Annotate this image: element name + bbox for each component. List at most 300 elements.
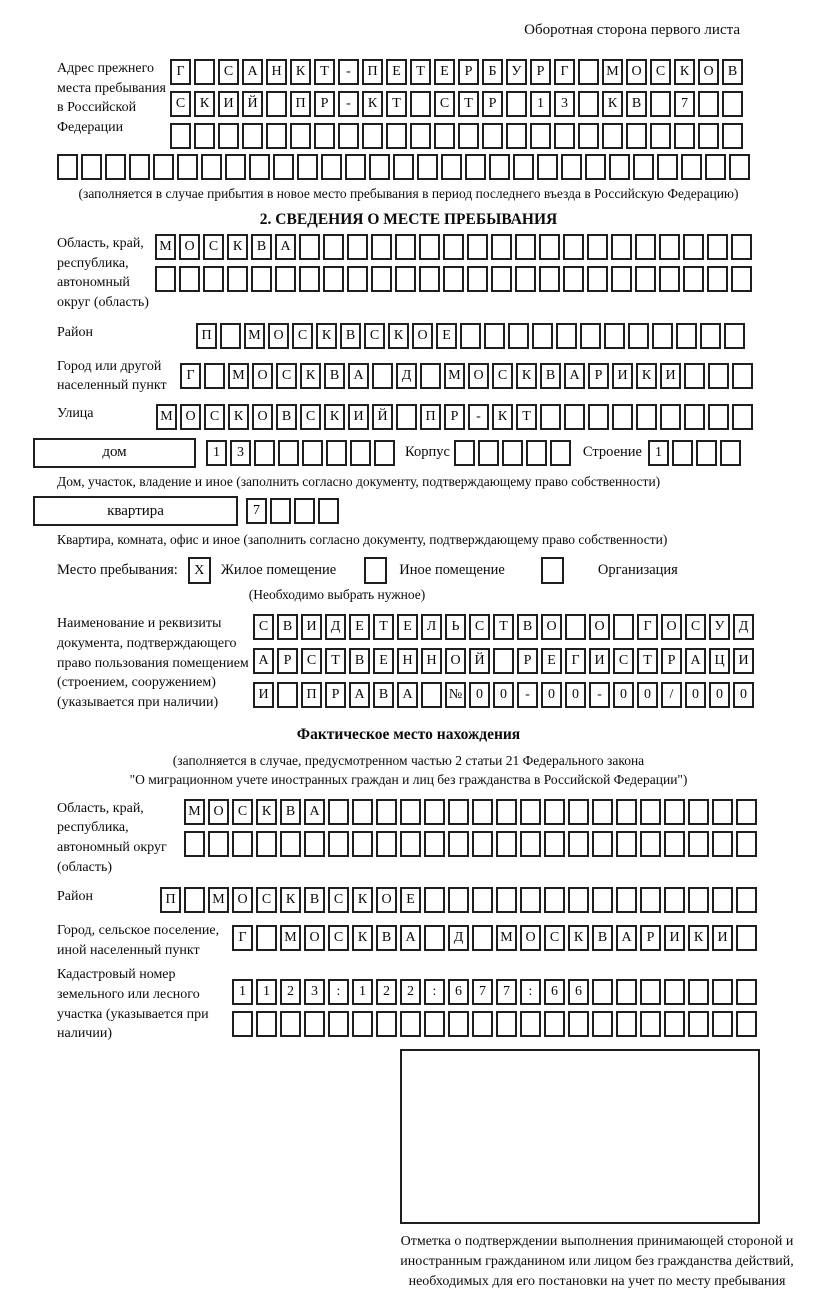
char-cell[interactable]: Р: [482, 91, 503, 117]
char-cell[interactable]: [338, 123, 359, 149]
char-cell[interactable]: И: [348, 404, 369, 430]
char-cell[interactable]: [434, 123, 455, 149]
char-cell[interactable]: [232, 831, 253, 857]
char-cell[interactable]: 0: [493, 682, 514, 708]
char-cell[interactable]: Н: [397, 648, 418, 674]
char-cell[interactable]: К: [324, 404, 345, 430]
char-cell[interactable]: И: [712, 925, 733, 951]
char-cell[interactable]: [688, 1011, 709, 1037]
char-cell[interactable]: 1: [256, 979, 277, 1005]
char-cell[interactable]: [705, 154, 726, 180]
char-cell[interactable]: О: [520, 925, 541, 951]
char-cell[interactable]: [273, 154, 294, 180]
char-cell[interactable]: Е: [434, 59, 455, 85]
char-cell[interactable]: [626, 123, 647, 149]
char-cell[interactable]: [556, 323, 577, 349]
char-cell[interactable]: 0: [469, 682, 490, 708]
char-cell[interactable]: [421, 682, 442, 708]
residential-checkbox[interactable]: X: [188, 557, 211, 584]
char-cell[interactable]: [448, 887, 469, 913]
char-cell[interactable]: М: [496, 925, 517, 951]
char-cell[interactable]: 7: [496, 979, 517, 1005]
char-cell[interactable]: [592, 799, 613, 825]
char-cell[interactable]: Н: [421, 648, 442, 674]
char-cell[interactable]: [530, 123, 551, 149]
char-cell[interactable]: Г: [554, 59, 575, 85]
char-cell[interactable]: С: [170, 91, 191, 117]
char-cell[interactable]: [345, 154, 366, 180]
char-cell[interactable]: И: [218, 91, 239, 117]
char-cell[interactable]: О: [304, 925, 325, 951]
char-cell[interactable]: [278, 440, 299, 466]
char-cell[interactable]: 1: [232, 979, 253, 1005]
char-cell[interactable]: А: [397, 682, 418, 708]
char-cell[interactable]: Р: [661, 648, 682, 674]
char-cell[interactable]: [736, 887, 757, 913]
char-cell[interactable]: С: [300, 404, 321, 430]
char-cell[interactable]: [472, 831, 493, 857]
char-cell[interactable]: К: [674, 59, 695, 85]
char-cell[interactable]: В: [517, 614, 538, 640]
char-cell[interactable]: [707, 266, 728, 292]
char-cell[interactable]: [280, 1011, 301, 1037]
char-cell[interactable]: [105, 154, 126, 180]
char-cell[interactable]: [683, 266, 704, 292]
char-cell[interactable]: 0: [733, 682, 754, 708]
char-cell[interactable]: Р: [277, 648, 298, 674]
char-cell[interactable]: [465, 154, 486, 180]
char-cell[interactable]: И: [664, 925, 685, 951]
char-cell[interactable]: [458, 123, 479, 149]
char-cell[interactable]: О: [268, 323, 289, 349]
char-cell[interactable]: [227, 266, 248, 292]
char-cell[interactable]: П: [196, 323, 217, 349]
char-cell[interactable]: К: [194, 91, 215, 117]
char-cell[interactable]: Р: [517, 648, 538, 674]
char-cell[interactable]: [660, 404, 681, 430]
char-cell[interactable]: [419, 234, 440, 260]
char-cell[interactable]: [640, 887, 661, 913]
char-cell[interactable]: [177, 154, 198, 180]
char-cell[interactable]: [266, 123, 287, 149]
char-cell[interactable]: К: [316, 323, 337, 349]
char-cell[interactable]: Т: [410, 59, 431, 85]
char-cell[interactable]: Р: [314, 91, 335, 117]
char-cell[interactable]: [270, 498, 291, 524]
char-cell[interactable]: Г: [170, 59, 191, 85]
char-cell[interactable]: К: [280, 887, 301, 913]
char-cell[interactable]: [564, 404, 585, 430]
char-cell[interactable]: Е: [436, 323, 457, 349]
char-cell[interactable]: [254, 440, 275, 466]
char-cell[interactable]: [578, 123, 599, 149]
char-cell[interactable]: [350, 440, 371, 466]
char-cell[interactable]: [729, 154, 750, 180]
char-cell[interactable]: [266, 91, 287, 117]
char-cell[interactable]: Й: [242, 91, 263, 117]
char-cell[interactable]: [424, 831, 445, 857]
char-cell[interactable]: [578, 91, 599, 117]
char-cell[interactable]: [443, 266, 464, 292]
char-cell[interactable]: В: [540, 363, 561, 389]
char-cell[interactable]: [502, 440, 523, 466]
char-cell[interactable]: К: [636, 363, 657, 389]
char-cell[interactable]: С: [364, 323, 385, 349]
char-cell[interactable]: С: [492, 363, 513, 389]
char-cell[interactable]: [304, 831, 325, 857]
char-cell[interactable]: 1: [648, 440, 669, 466]
char-cell[interactable]: [179, 266, 200, 292]
char-cell[interactable]: [297, 154, 318, 180]
char-cell[interactable]: А: [349, 682, 370, 708]
char-cell[interactable]: [280, 831, 301, 857]
char-cell[interactable]: 1: [206, 440, 227, 466]
char-cell[interactable]: [684, 363, 705, 389]
char-cell[interactable]: С: [301, 648, 322, 674]
char-cell[interactable]: [256, 925, 277, 951]
char-cell[interactable]: П: [420, 404, 441, 430]
char-cell[interactable]: [170, 123, 191, 149]
char-cell[interactable]: [506, 123, 527, 149]
char-cell[interactable]: У: [506, 59, 527, 85]
char-cell[interactable]: 2: [376, 979, 397, 1005]
char-cell[interactable]: [220, 323, 241, 349]
char-cell[interactable]: [544, 1011, 565, 1037]
char-cell[interactable]: С: [469, 614, 490, 640]
char-cell[interactable]: [482, 123, 503, 149]
char-cell[interactable]: О: [180, 404, 201, 430]
char-cell[interactable]: [81, 154, 102, 180]
char-cell[interactable]: [321, 154, 342, 180]
char-cell[interactable]: А: [304, 799, 325, 825]
char-cell[interactable]: [318, 498, 339, 524]
char-cell[interactable]: [616, 979, 637, 1005]
char-cell[interactable]: 2: [400, 979, 421, 1005]
char-cell[interactable]: [232, 1011, 253, 1037]
char-cell[interactable]: [314, 123, 335, 149]
char-cell[interactable]: [155, 266, 176, 292]
char-cell[interactable]: [472, 925, 493, 951]
char-cell[interactable]: А: [242, 59, 263, 85]
char-cell[interactable]: [628, 323, 649, 349]
char-cell[interactable]: [417, 154, 438, 180]
char-cell[interactable]: [722, 123, 743, 149]
char-cell[interactable]: [640, 799, 661, 825]
char-cell[interactable]: [592, 1011, 613, 1037]
char-cell[interactable]: [736, 831, 757, 857]
char-cell[interactable]: В: [626, 91, 647, 117]
char-cell[interactable]: [616, 887, 637, 913]
char-cell[interactable]: Т: [637, 648, 658, 674]
char-cell[interactable]: [640, 831, 661, 857]
char-cell[interactable]: С: [253, 614, 274, 640]
char-cell[interactable]: К: [388, 323, 409, 349]
char-cell[interactable]: [496, 799, 517, 825]
char-cell[interactable]: Е: [349, 614, 370, 640]
char-cell[interactable]: К: [227, 234, 248, 260]
char-cell[interactable]: -: [338, 59, 359, 85]
char-cell[interactable]: [657, 154, 678, 180]
char-cell[interactable]: Й: [372, 404, 393, 430]
char-cell[interactable]: М: [228, 363, 249, 389]
char-cell[interactable]: О: [252, 363, 273, 389]
char-cell[interactable]: Е: [541, 648, 562, 674]
char-cell[interactable]: С: [328, 925, 349, 951]
char-cell[interactable]: [604, 323, 625, 349]
char-cell[interactable]: [731, 234, 752, 260]
char-cell[interactable]: [496, 1011, 517, 1037]
char-cell[interactable]: [372, 363, 393, 389]
char-cell[interactable]: П: [160, 887, 181, 913]
char-cell[interactable]: [708, 404, 729, 430]
char-cell[interactable]: [400, 831, 421, 857]
char-cell[interactable]: [736, 925, 757, 951]
organization-checkbox[interactable]: [541, 557, 564, 584]
char-cell[interactable]: С: [685, 614, 706, 640]
char-cell[interactable]: Р: [325, 682, 346, 708]
char-cell[interactable]: -: [517, 682, 538, 708]
char-cell[interactable]: [242, 123, 263, 149]
char-cell[interactable]: В: [324, 363, 345, 389]
char-cell[interactable]: [352, 831, 373, 857]
char-cell[interactable]: Т: [314, 59, 335, 85]
char-cell[interactable]: К: [362, 91, 383, 117]
char-cell[interactable]: [251, 266, 272, 292]
char-cell[interactable]: [537, 154, 558, 180]
char-cell[interactable]: [616, 831, 637, 857]
char-cell[interactable]: 0: [565, 682, 586, 708]
char-cell[interactable]: 6: [448, 979, 469, 1005]
char-cell[interactable]: -: [589, 682, 610, 708]
char-cell[interactable]: [424, 887, 445, 913]
char-cell[interactable]: [520, 1011, 541, 1037]
char-cell[interactable]: В: [376, 925, 397, 951]
char-cell[interactable]: [550, 440, 571, 466]
char-cell[interactable]: [57, 154, 78, 180]
char-cell[interactable]: [328, 799, 349, 825]
char-cell[interactable]: [659, 234, 680, 260]
char-cell[interactable]: 7: [674, 91, 695, 117]
char-cell[interactable]: [376, 831, 397, 857]
char-cell[interactable]: С: [204, 404, 225, 430]
char-cell[interactable]: [304, 1011, 325, 1037]
char-cell[interactable]: [424, 925, 445, 951]
char-cell[interactable]: [696, 440, 717, 466]
char-cell[interactable]: [635, 234, 656, 260]
char-cell[interactable]: [496, 831, 517, 857]
char-cell[interactable]: Д: [396, 363, 417, 389]
char-cell[interactable]: [515, 234, 536, 260]
char-cell[interactable]: [400, 1011, 421, 1037]
char-cell[interactable]: [712, 887, 733, 913]
char-cell[interactable]: К: [228, 404, 249, 430]
char-cell[interactable]: О: [661, 614, 682, 640]
char-cell[interactable]: К: [602, 91, 623, 117]
char-cell[interactable]: [707, 234, 728, 260]
char-cell[interactable]: [513, 154, 534, 180]
char-cell[interactable]: М: [244, 323, 265, 349]
char-cell[interactable]: К: [300, 363, 321, 389]
char-cell[interactable]: О: [445, 648, 466, 674]
char-cell[interactable]: [448, 831, 469, 857]
char-cell[interactable]: И: [301, 614, 322, 640]
char-cell[interactable]: [275, 266, 296, 292]
char-cell[interactable]: [554, 123, 575, 149]
char-cell[interactable]: 0: [613, 682, 634, 708]
char-cell[interactable]: Т: [458, 91, 479, 117]
char-cell[interactable]: [724, 323, 745, 349]
char-cell[interactable]: Г: [565, 648, 586, 674]
char-cell[interactable]: [609, 154, 630, 180]
char-cell[interactable]: 1: [352, 979, 373, 1005]
char-cell[interactable]: Т: [325, 648, 346, 674]
char-cell[interactable]: [640, 1011, 661, 1037]
char-cell[interactable]: [676, 323, 697, 349]
char-cell[interactable]: [568, 1011, 589, 1037]
char-cell[interactable]: :: [424, 979, 445, 1005]
char-cell[interactable]: Л: [421, 614, 442, 640]
char-cell[interactable]: Е: [400, 887, 421, 913]
char-cell[interactable]: [467, 234, 488, 260]
char-cell[interactable]: [352, 799, 373, 825]
char-cell[interactable]: [396, 404, 417, 430]
char-cell[interactable]: [410, 91, 431, 117]
char-cell[interactable]: [410, 123, 431, 149]
char-cell[interactable]: А: [253, 648, 274, 674]
char-cell[interactable]: [420, 363, 441, 389]
char-cell[interactable]: О: [208, 799, 229, 825]
char-cell[interactable]: [323, 266, 344, 292]
char-cell[interactable]: [592, 887, 613, 913]
char-cell[interactable]: [674, 123, 695, 149]
char-cell[interactable]: П: [362, 59, 383, 85]
char-cell[interactable]: [568, 831, 589, 857]
char-cell[interactable]: [419, 266, 440, 292]
char-cell[interactable]: [712, 831, 733, 857]
char-cell[interactable]: -: [468, 404, 489, 430]
char-cell[interactable]: [587, 234, 608, 260]
char-cell[interactable]: [395, 234, 416, 260]
char-cell[interactable]: /: [661, 682, 682, 708]
char-cell[interactable]: [194, 59, 215, 85]
char-cell[interactable]: [256, 831, 277, 857]
char-cell[interactable]: [688, 887, 709, 913]
char-cell[interactable]: [448, 1011, 469, 1037]
char-cell[interactable]: [347, 234, 368, 260]
char-cell[interactable]: А: [400, 925, 421, 951]
char-cell[interactable]: [323, 234, 344, 260]
char-cell[interactable]: 0: [709, 682, 730, 708]
char-cell[interactable]: И: [733, 648, 754, 674]
char-cell[interactable]: Р: [458, 59, 479, 85]
other-premises-checkbox[interactable]: [364, 557, 387, 584]
char-cell[interactable]: [736, 799, 757, 825]
char-cell[interactable]: О: [541, 614, 562, 640]
char-cell[interactable]: С: [544, 925, 565, 951]
char-cell[interactable]: [664, 887, 685, 913]
char-cell[interactable]: [376, 1011, 397, 1037]
char-cell[interactable]: [664, 1011, 685, 1037]
char-cell[interactable]: К: [516, 363, 537, 389]
char-cell[interactable]: [568, 887, 589, 913]
char-cell[interactable]: [563, 234, 584, 260]
char-cell[interactable]: А: [275, 234, 296, 260]
char-cell[interactable]: А: [564, 363, 585, 389]
char-cell[interactable]: [448, 799, 469, 825]
char-cell[interactable]: [203, 266, 224, 292]
char-cell[interactable]: [613, 614, 634, 640]
char-cell[interactable]: С: [276, 363, 297, 389]
char-cell[interactable]: К: [568, 925, 589, 951]
char-cell[interactable]: [539, 266, 560, 292]
char-cell[interactable]: В: [349, 648, 370, 674]
char-cell[interactable]: [580, 323, 601, 349]
char-cell[interactable]: К: [352, 925, 373, 951]
char-cell[interactable]: [194, 123, 215, 149]
char-cell[interactable]: [664, 831, 685, 857]
char-cell[interactable]: Б: [482, 59, 503, 85]
char-cell[interactable]: [688, 831, 709, 857]
char-cell[interactable]: [540, 404, 561, 430]
char-cell[interactable]: :: [520, 979, 541, 1005]
char-cell[interactable]: [732, 404, 753, 430]
char-cell[interactable]: [616, 799, 637, 825]
char-cell[interactable]: 3: [304, 979, 325, 1005]
char-cell[interactable]: [520, 799, 541, 825]
char-cell[interactable]: [635, 266, 656, 292]
char-cell[interactable]: [256, 1011, 277, 1037]
char-cell[interactable]: [672, 440, 693, 466]
char-cell[interactable]: [153, 154, 174, 180]
char-cell[interactable]: [347, 266, 368, 292]
char-cell[interactable]: М: [602, 59, 623, 85]
char-cell[interactable]: [585, 154, 606, 180]
char-cell[interactable]: [489, 154, 510, 180]
char-cell[interactable]: [633, 154, 654, 180]
char-cell[interactable]: 0: [541, 682, 562, 708]
char-cell[interactable]: Д: [733, 614, 754, 640]
char-cell[interactable]: К: [290, 59, 311, 85]
char-cell[interactable]: В: [280, 799, 301, 825]
char-cell[interactable]: С: [613, 648, 634, 674]
char-cell[interactable]: Р: [588, 363, 609, 389]
char-cell[interactable]: О: [179, 234, 200, 260]
char-cell[interactable]: Е: [397, 614, 418, 640]
char-cell[interactable]: [520, 831, 541, 857]
char-cell[interactable]: Т: [386, 91, 407, 117]
char-cell[interactable]: 7: [472, 979, 493, 1005]
char-cell[interactable]: 0: [637, 682, 658, 708]
char-cell[interactable]: А: [685, 648, 706, 674]
char-cell[interactable]: О: [412, 323, 433, 349]
char-cell[interactable]: [326, 440, 347, 466]
char-cell[interactable]: М: [156, 404, 177, 430]
char-cell[interactable]: [386, 123, 407, 149]
char-cell[interactable]: 6: [568, 979, 589, 1005]
char-cell[interactable]: Д: [325, 614, 346, 640]
char-cell[interactable]: [204, 363, 225, 389]
char-cell[interactable]: [712, 799, 733, 825]
char-cell[interactable]: [443, 234, 464, 260]
char-cell[interactable]: И: [660, 363, 681, 389]
char-cell[interactable]: [700, 323, 721, 349]
char-cell[interactable]: О: [698, 59, 719, 85]
char-cell[interactable]: [393, 154, 414, 180]
char-cell[interactable]: Т: [493, 614, 514, 640]
char-cell[interactable]: Г: [637, 614, 658, 640]
char-cell[interactable]: [664, 979, 685, 1005]
char-cell[interactable]: 7: [246, 498, 267, 524]
